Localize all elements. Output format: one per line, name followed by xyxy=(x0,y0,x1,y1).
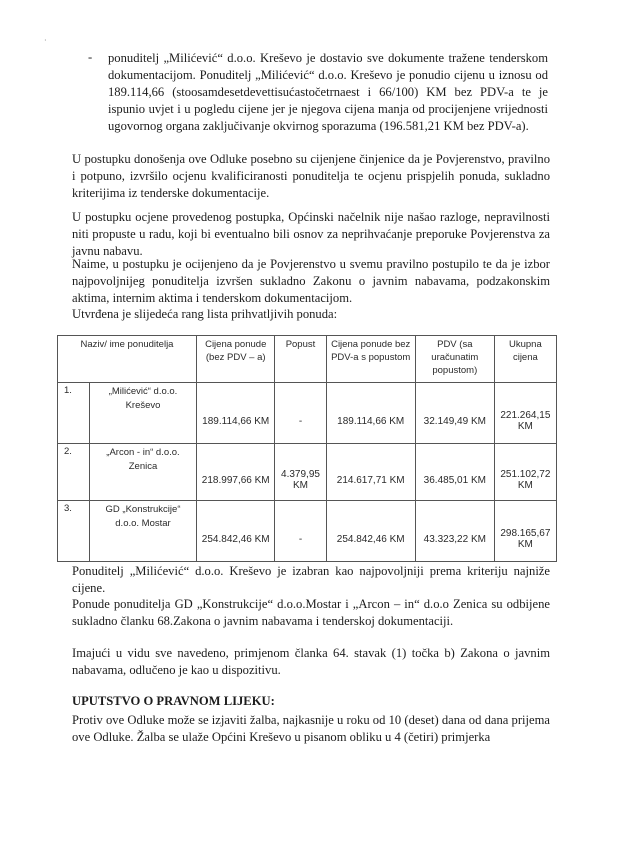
discount-cell: 4.379,95 KM xyxy=(275,444,326,501)
table-row xyxy=(58,444,557,501)
paragraph-1: U postupku donošenja ove Odluke posebno su cijenjene činjenice da je Povjerenstvo, pravilno i potpuno, izvršilo ocjenu kvalificiranosti ponuditelja te ocjenu prispjelih ponuda, sukladno kriterijima iz tenderske dokumentacije. xyxy=(72,152,550,200)
col-header-vat: PDV (sa uračunatim popustom) xyxy=(415,336,494,383)
paragraph-3: Naime, u postupku je ocijenjeno da je Povjerenstvo u svemu pravilno postupilo te da je izbor najpovoljnijeg ponuditelja izvršen sukladno Zakonu o javnim nabavama, podzakonskim aktima, internim aktima i tenderskom dokumentacijom. xyxy=(72,257,550,305)
row-number: 1. xyxy=(58,383,90,444)
paragraph-7: Imajući u vidu sve navedeno, primjenom članka 64. stavak (1) točka b) Zakona o javnim nabavama, odlučeno je kao u dispozitivu. xyxy=(72,646,550,677)
col-header-name: Naziv/ ime ponuditelja xyxy=(58,336,197,383)
paragraph-6: Ponude ponuditelja GD „Konstrukcije“ d.o.o.Mostar i „Arcon – in“ d.o.o Zenica su odbijene sukladno članku 68.Zakona o javnim nabavama i tenderskoj dokumentaciji. xyxy=(72,597,550,628)
table-header-row xyxy=(58,336,557,383)
col-header-discount: Popust xyxy=(275,336,326,383)
col-header-total: Ukupna cijena xyxy=(494,336,556,383)
table-row xyxy=(58,501,557,562)
paragraph-5: Ponuditelj „Milićević“ d.o.o. Kreševo je izabran kao najpovoljniji prema kriteriju najniže cijene. xyxy=(72,564,550,595)
paragraph-8: Protiv ove Odluke može se izjaviti žalba, najkasnije u roku od 10 (deset) dana od dana prijema ove Odluke. Žalba se ulaže Općini Kreševo u pisanom obliku u 4 (četiri) primjerka xyxy=(72,713,550,744)
ranking-table xyxy=(57,335,557,562)
bullet-marker: - xyxy=(88,50,93,64)
row-number: 2. xyxy=(58,444,90,501)
price-cell: 218.997,66 KM xyxy=(197,444,275,501)
paragraph-4: Utvrđena je slijedeća rang lista prihvatljivih ponuda: xyxy=(72,307,338,321)
vat-cell: 36.485,01 KM xyxy=(415,444,494,501)
total-cell: 298.165,67 KM xyxy=(494,501,556,562)
row-number: 3. xyxy=(58,501,90,562)
total-cell: 221.264,15 KM xyxy=(494,383,556,444)
price-discount-cell: 214.617,71 KM xyxy=(326,444,415,501)
bidder-name: GD „Konstrukcije“ d.o.o. Mostar xyxy=(90,501,197,562)
section-heading: UPUTSTVO O PRAVNOM LIJEKU: xyxy=(72,694,275,708)
paragraph-2: U postupku ocjene provedenog postupka, Općinski načelnik nije našao razloge, nepravilnosti niti propuste u radu, koji bi eventualno bili osnov za neprihvaćanje preporuke Povjerenstva za javnu nabavu. xyxy=(72,210,550,258)
bullet-paragraph: ponuditelj „Milićević“ d.o.o. Kreševo je dostavio sve dokumente tražene tenderskom dokumentacijom. Ponuditelj „Milićević“ d.o.o. Kreševo je ponudio cijenu u iznosu od 189.114,66 (stoosamdesetdevettisućastočetrnaest i 66/100) KM bez PDV-a te je ispunio uvjet i u pogledu cijene jer je njegova cijena manja od procijenjene vrijednosti ugovornog organa zaključivanje okvirnog sporazuma (196.581,21 KM bez PDV-a). xyxy=(108,51,548,133)
total-cell: 251.102,72 KM xyxy=(494,444,556,501)
price-discount-cell: 189.114,66 KM xyxy=(326,383,415,444)
price-cell: 254.842,46 KM xyxy=(197,501,275,562)
discount-cell: - xyxy=(275,501,326,562)
col-header-price: Cijena ponude (bez PDV – a) xyxy=(197,336,275,383)
col-header-price-discount: Cijena ponude bez PDV-a s popustom xyxy=(326,336,415,383)
bidder-name: „Milićević“ d.o.o. Kreševo xyxy=(90,383,197,444)
scan-mark: · xyxy=(44,36,47,45)
bidder-name: „Arcon - in“ d.o.o. Zenica xyxy=(90,444,197,501)
vat-cell: 32.149,49 KM xyxy=(415,383,494,444)
table-row xyxy=(58,383,557,444)
price-discount-cell: 254.842,46 KM xyxy=(326,501,415,562)
vat-cell: 43.323,22 KM xyxy=(415,501,494,562)
discount-cell: - xyxy=(275,383,326,444)
price-cell: 189.114,66 KM xyxy=(197,383,275,444)
